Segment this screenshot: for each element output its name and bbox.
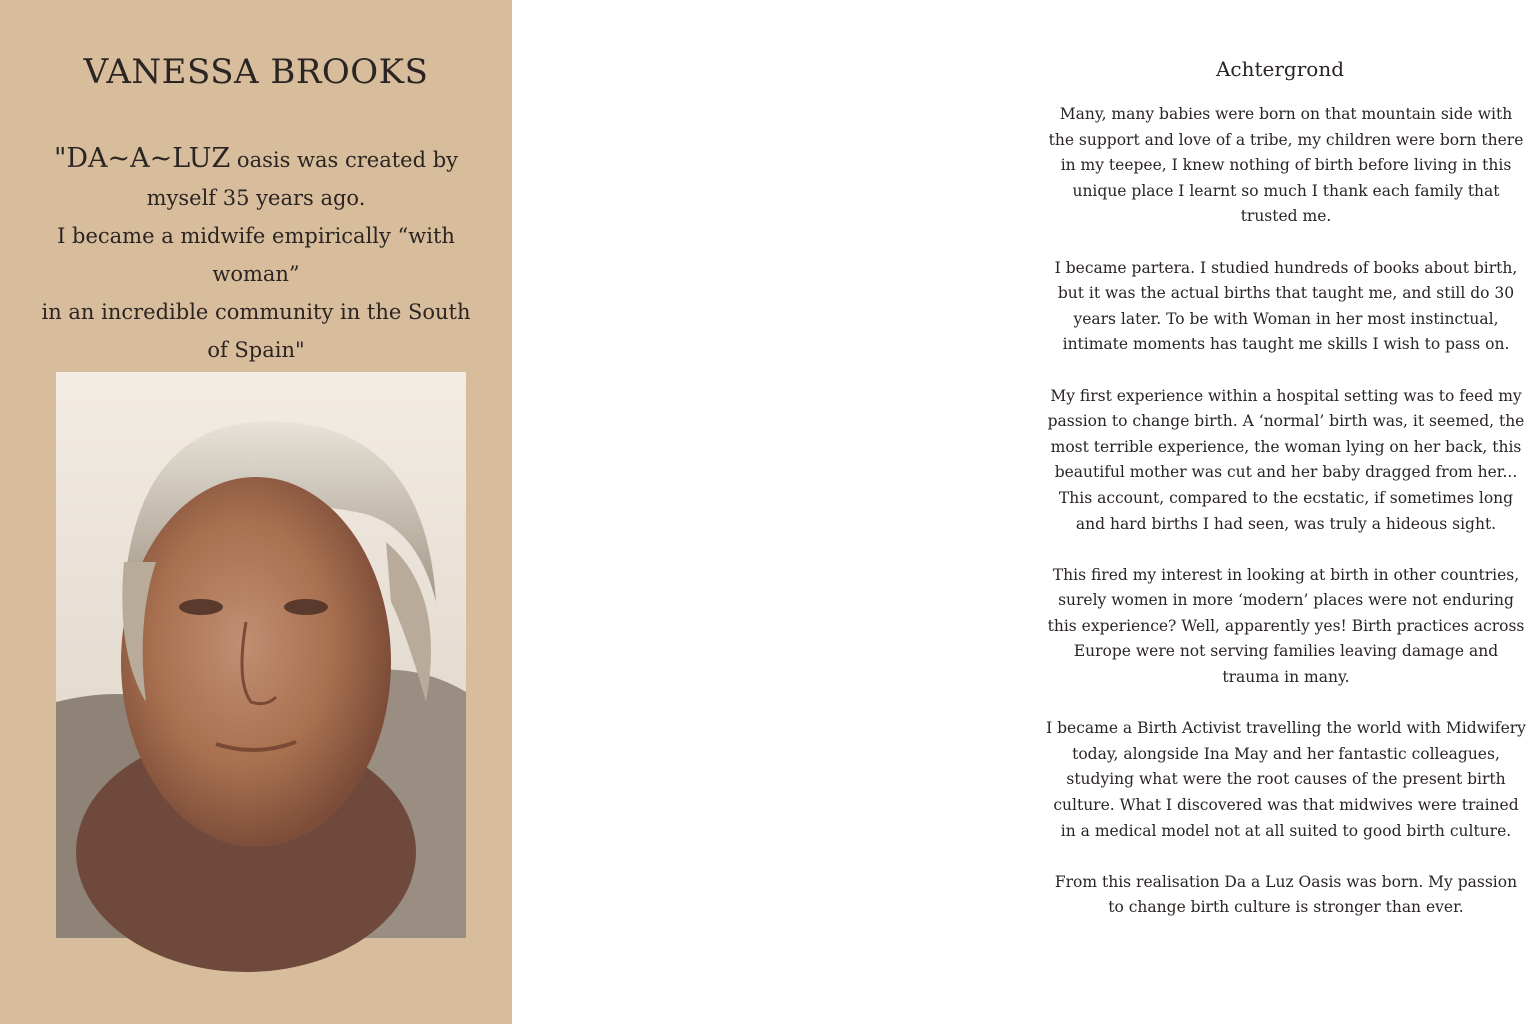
bio-text	[1046, 102, 1526, 921]
bio-paragraph: My first experience within a hospital setting was to feed my passion to change birth. A ‘normal’ birth was, it seemed, the most terrible experience, the woman lying on her back, this beautiful mother was cut and her baby dragged from her... This account, compared to the ecstatic, if sometimes long and hard births I had seen, was truly a hideous sight.	[1047, 386, 1525, 533]
quote-brand: "DA~A~LUZ	[53, 143, 231, 174]
person-name: VANESSA BROOKS	[83, 52, 429, 92]
quote-line1-rest: oasis was created by	[230, 148, 459, 172]
quote-line2: myself 35 years ago.	[146, 186, 366, 210]
bio-paragraph: From this realisation Da a Luz Oasis was born. My passion to change birth culture is stronger than ever.	[1054, 872, 1518, 917]
quote-line3: I became a midwife empirically “with woman”	[57, 224, 455, 286]
right-panel	[512, 0, 1526, 1024]
intro-quote	[36, 140, 476, 369]
portrait-photo	[56, 372, 466, 938]
section-heading: Achtergrond	[1215, 57, 1345, 81]
bio-paragraph: This fired my interest in looking at birth in other countries, surely women in more ‘modern’ places were not enduring this experience? Well, apparently yes! Birth practices across Europe were not serving families leaving damage and trauma in many.	[1047, 565, 1525, 687]
bio-paragraph: I became a Birth Activist travelling the world with Midwifery today, alongside Ina May and her fantastic colleagues, studying what were the root causes of the present birth culture. What I discovered was that midwives were trained in a medical model not at all suited to good birth culture.	[1046, 719, 1526, 840]
bio-paragraph: Many, many babies were born on that mountain side with the support and love of a tribe, my children were born there in my teepee, I knew nothing of birth before living in this unique place I learnt so much I thank each family that trusted me.	[1048, 105, 1524, 226]
portrait-icon	[56, 372, 466, 938]
left-panel	[0, 0, 512, 1024]
bio-paragraph: I became partera. I studied hundreds of books about birth, but it was the actual births that taught me, and still do 30 years later. To be with Woman in her most instinctual, intimate moments has taught me skills I wish to pass on.	[1054, 258, 1518, 354]
quote-line4: in an incredible community in the South of Spain"	[41, 300, 471, 362]
